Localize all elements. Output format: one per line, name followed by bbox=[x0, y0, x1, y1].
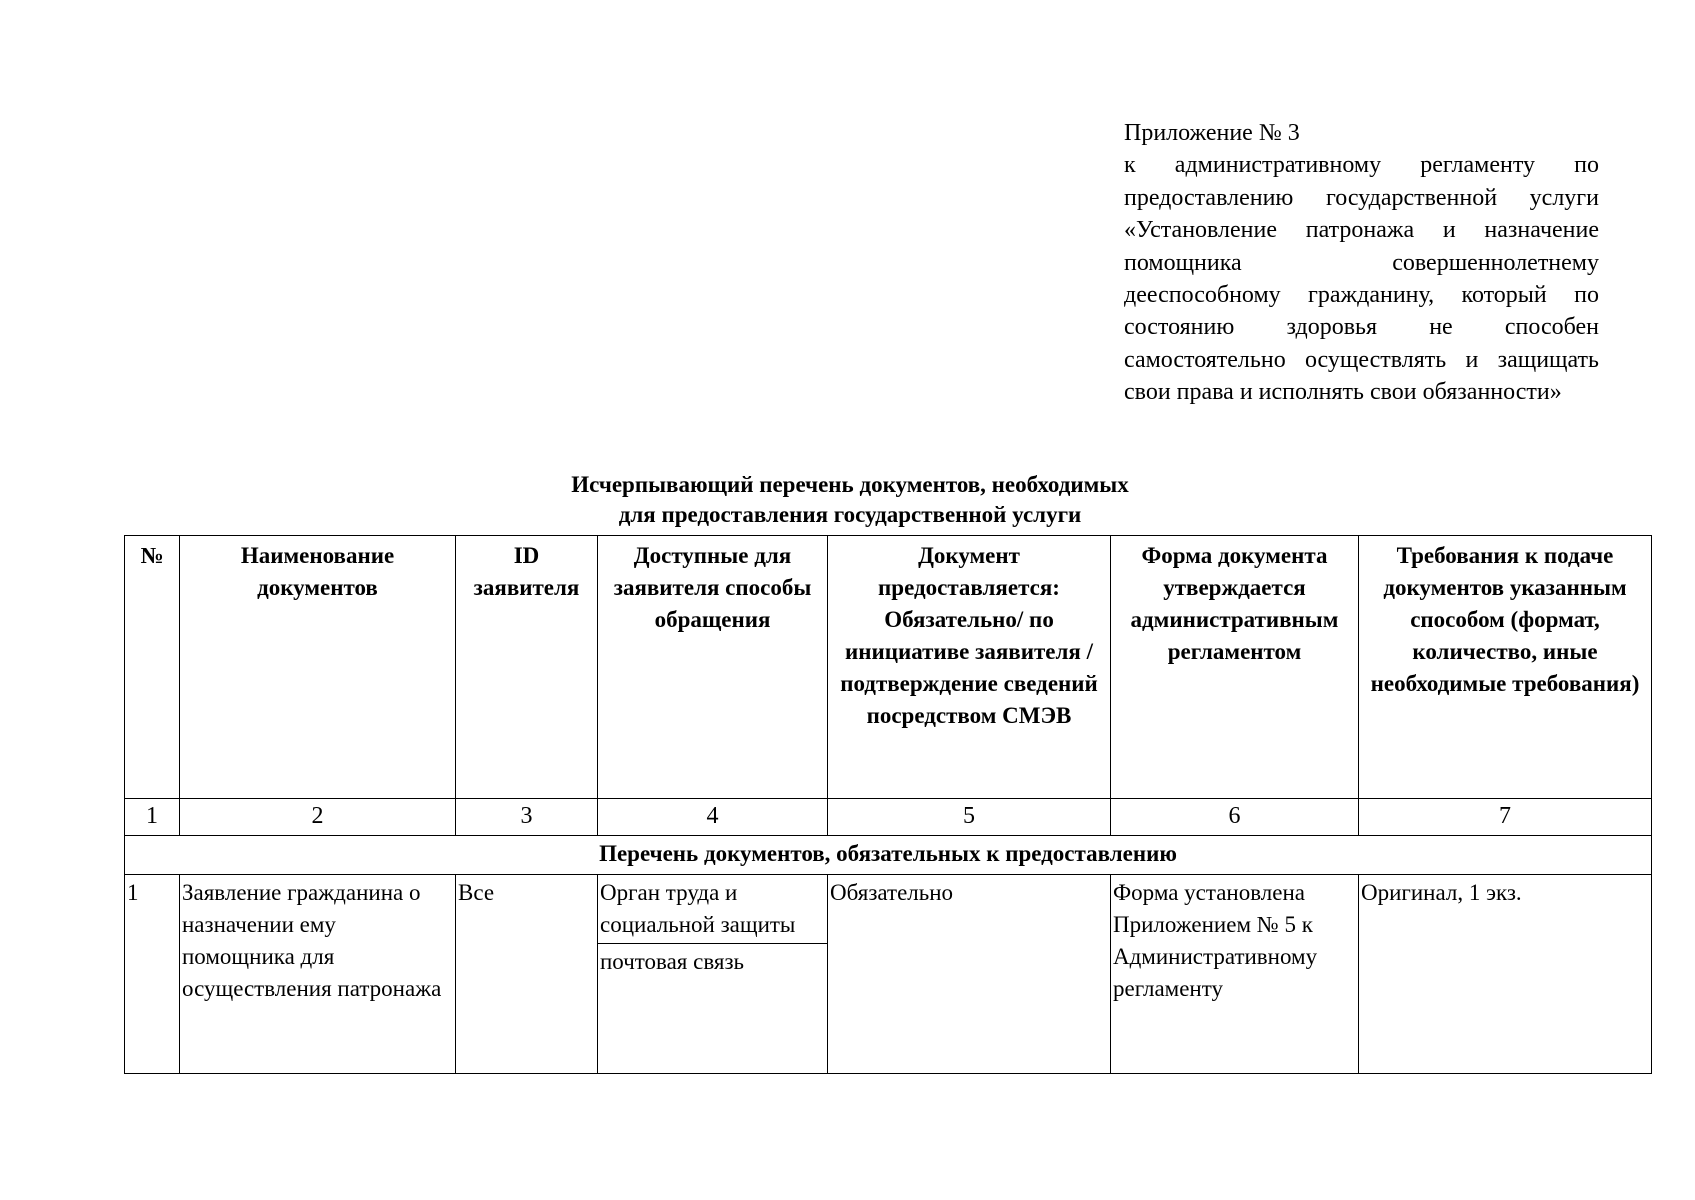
column-number: 2 bbox=[180, 799, 456, 836]
appendix-block bbox=[1124, 117, 1599, 409]
header-form: Форма документа утверждается административным регламентом bbox=[1111, 536, 1359, 799]
document-title bbox=[420, 470, 1280, 530]
column-number: 7 bbox=[1359, 799, 1652, 836]
header-provision: Документ предоставляется: Обязательно/ по инициативе заявителя /подтверждение сведений посредством СМЭВ bbox=[828, 536, 1111, 799]
method-office: Орган труда и социальной защиты bbox=[600, 880, 796, 937]
header-requirements: Требования к подаче документов указанным способом (формат, количество, иные необходимые требования) bbox=[1359, 536, 1652, 799]
documents-table bbox=[124, 535, 1652, 1074]
section-row bbox=[125, 836, 1652, 875]
document-title-line-2: для предоставления государственной услуги bbox=[618, 502, 1082, 527]
row-methods bbox=[598, 875, 828, 1074]
method-post: почтовая связь bbox=[598, 943, 827, 980]
appendix-heading: Приложение № 3 bbox=[1124, 120, 1300, 146]
table-row bbox=[125, 875, 1652, 1074]
column-number-row bbox=[125, 799, 1652, 836]
header-methods: Доступные для заявителя способы обращения bbox=[598, 536, 828, 799]
column-number: 4 bbox=[598, 799, 828, 836]
header-row bbox=[125, 536, 1652, 799]
column-number: 1 bbox=[125, 799, 180, 836]
column-number: 5 bbox=[828, 799, 1111, 836]
row-provision: Обязательно bbox=[828, 875, 1111, 1074]
header-number: № bbox=[125, 536, 180, 799]
column-number: 6 bbox=[1111, 799, 1359, 836]
row-requirements: Оригинал, 1 экз. bbox=[1359, 875, 1652, 1074]
section-title: Перечень документов, обязательных к предоставлению bbox=[125, 836, 1652, 875]
document-title-line-1: Исчерпывающий перечень документов, необходимых bbox=[571, 472, 1129, 497]
row-applicant-id: Все bbox=[456, 875, 598, 1074]
header-applicant-id: ID заявителя bbox=[456, 536, 598, 799]
column-number: 3 bbox=[456, 799, 598, 836]
row-document-name: Заявление гражданина о назначении ему помощника для осуществления патронажа bbox=[180, 875, 456, 1074]
row-number: 1 bbox=[125, 875, 180, 1074]
row-form: Форма установлена Приложением № 5 к Административному регламенту bbox=[1111, 875, 1359, 1074]
appendix-text: к административному регламенту по предоставлению государственной услуги «Установление патронажа и назначение помощника совершеннолетнему дееспособному гражданину, который по состоянию здоровья не способен самостоятельно осуществлять и защищать свои права и исполнять свои обязанности» bbox=[1124, 152, 1599, 406]
header-document-name: Наименование документов bbox=[180, 536, 456, 799]
